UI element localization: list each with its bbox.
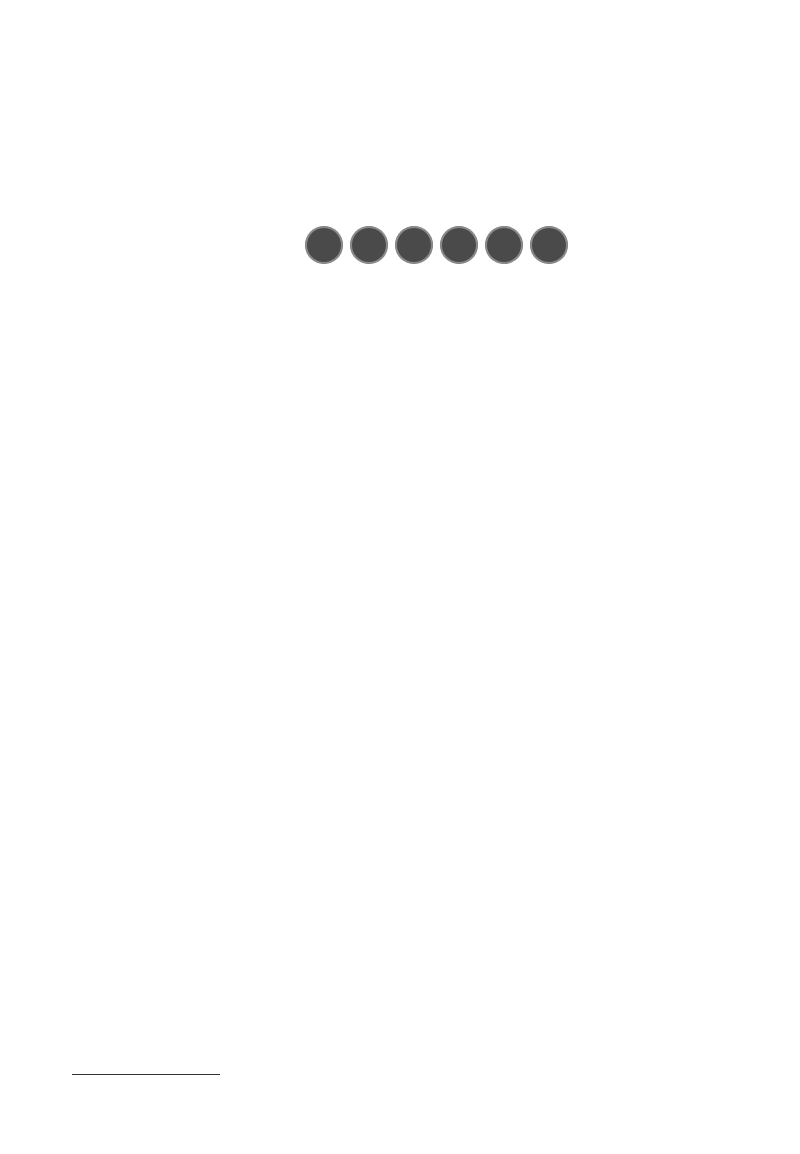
banner-char [485, 226, 523, 264]
banner-char [350, 226, 388, 264]
footnote-divider [72, 1074, 220, 1075]
banner-char [530, 226, 568, 264]
banner-char [395, 226, 433, 264]
banner-char [440, 226, 478, 264]
section-banner [305, 226, 575, 266]
banner-char [305, 226, 343, 264]
